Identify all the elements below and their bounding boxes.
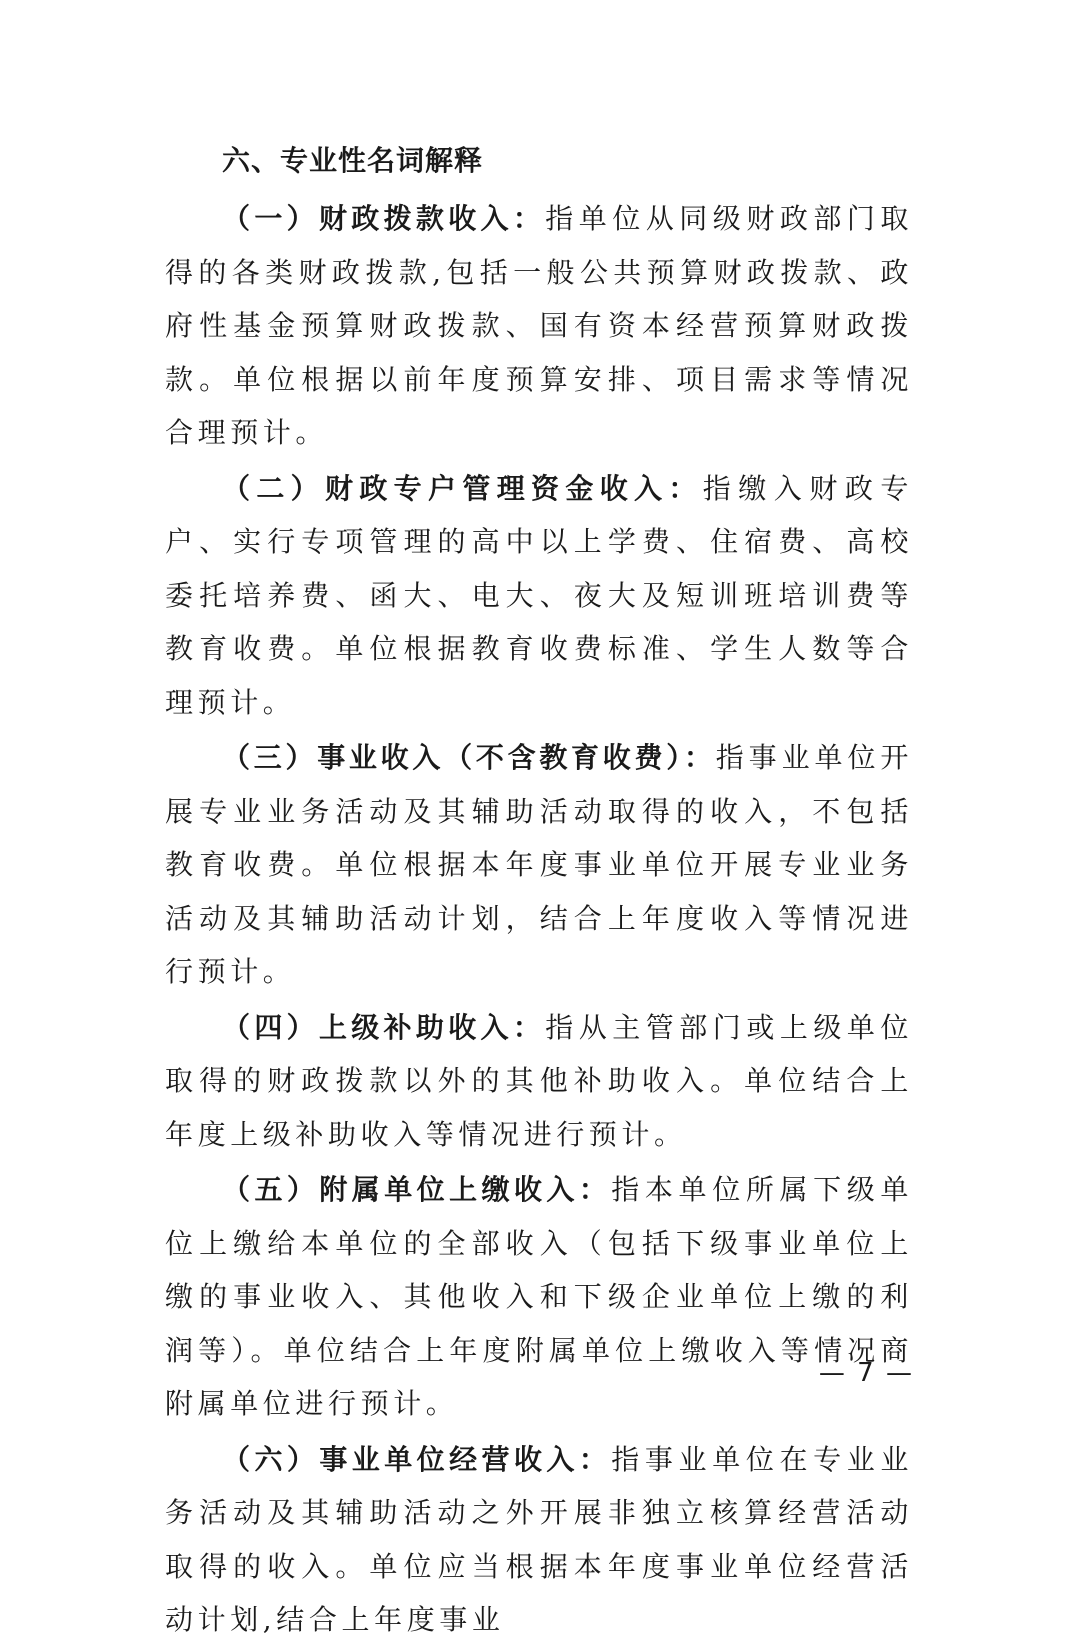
document-page <box>165 140 913 1649</box>
term-label: （五）附属单位上缴收入： <box>222 1173 612 1206</box>
paragraph-item-5 <box>165 1163 913 1431</box>
paragraph-item-6 <box>165 1433 913 1647</box>
term-definition: 指事业单位开展专业业务活动及其辅助活动取得的收入，不包括教育收费。单位根据本年度事业单位开展专业业务活动及其辅助活动计划，结合上年度收入等情况进行预计。 <box>165 741 913 988</box>
section-heading: 六、专业性名词解释 <box>222 144 484 177</box>
term-label: （三）事业收入（不含教育收费）： <box>222 741 716 774</box>
paragraph-item-3 <box>165 731 913 999</box>
page-number: — 7 — <box>818 1358 914 1388</box>
paragraph-item-1 <box>165 192 913 460</box>
term-definition: 指单位从同级财政部门取得的各类财政拨款,包括一般公共预算财政拨款、政府性基金预算财政拨款、国有资本经营预算财政拨款。单位根据以前年度预算安排、项目需求等情况合理预计。 <box>165 202 913 449</box>
paragraph-item-2 <box>165 462 913 730</box>
term-definition: 指本单位所属下级单位上缴给本单位的全部收入（包括下级事业单位上缴的事业收入、其他收入和下级企业单位上缴的利润等）。单位结合上年度附属单位上缴收入等情况商附属单位进行预计。 <box>165 1173 913 1420</box>
term-label: （二）财政专户管理资金收入： <box>222 471 703 505</box>
term-definition: 指缴入财政专户、实行专项管理的高中以上学费、住宿费、高校委托培养费、函大、电大、夜大及短训班培训费等教育收费。单位根据教育收费标准、学生人数等合理预计。 <box>165 471 913 719</box>
term-label: （六）事业单位经营收入： <box>222 1442 612 1476</box>
paragraph-item-4 <box>165 1001 913 1162</box>
term-definition: 指事业单位在专业业务活动及其辅助活动之外开展非独立核算经营活动取得的收入。单位应当根据本年度事业单位经营活动计划,结合上年度事业 <box>165 1442 913 1636</box>
term-label: （一）财政拨款收入： <box>222 202 546 235</box>
term-definition: 指从主管部门或上级单位取得的财政拨款以外的其他补助收入。单位结合上年度上级补助收入等情况进行预计。 <box>165 1010 913 1151</box>
term-label: （四）上级补助收入： <box>222 1010 546 1044</box>
